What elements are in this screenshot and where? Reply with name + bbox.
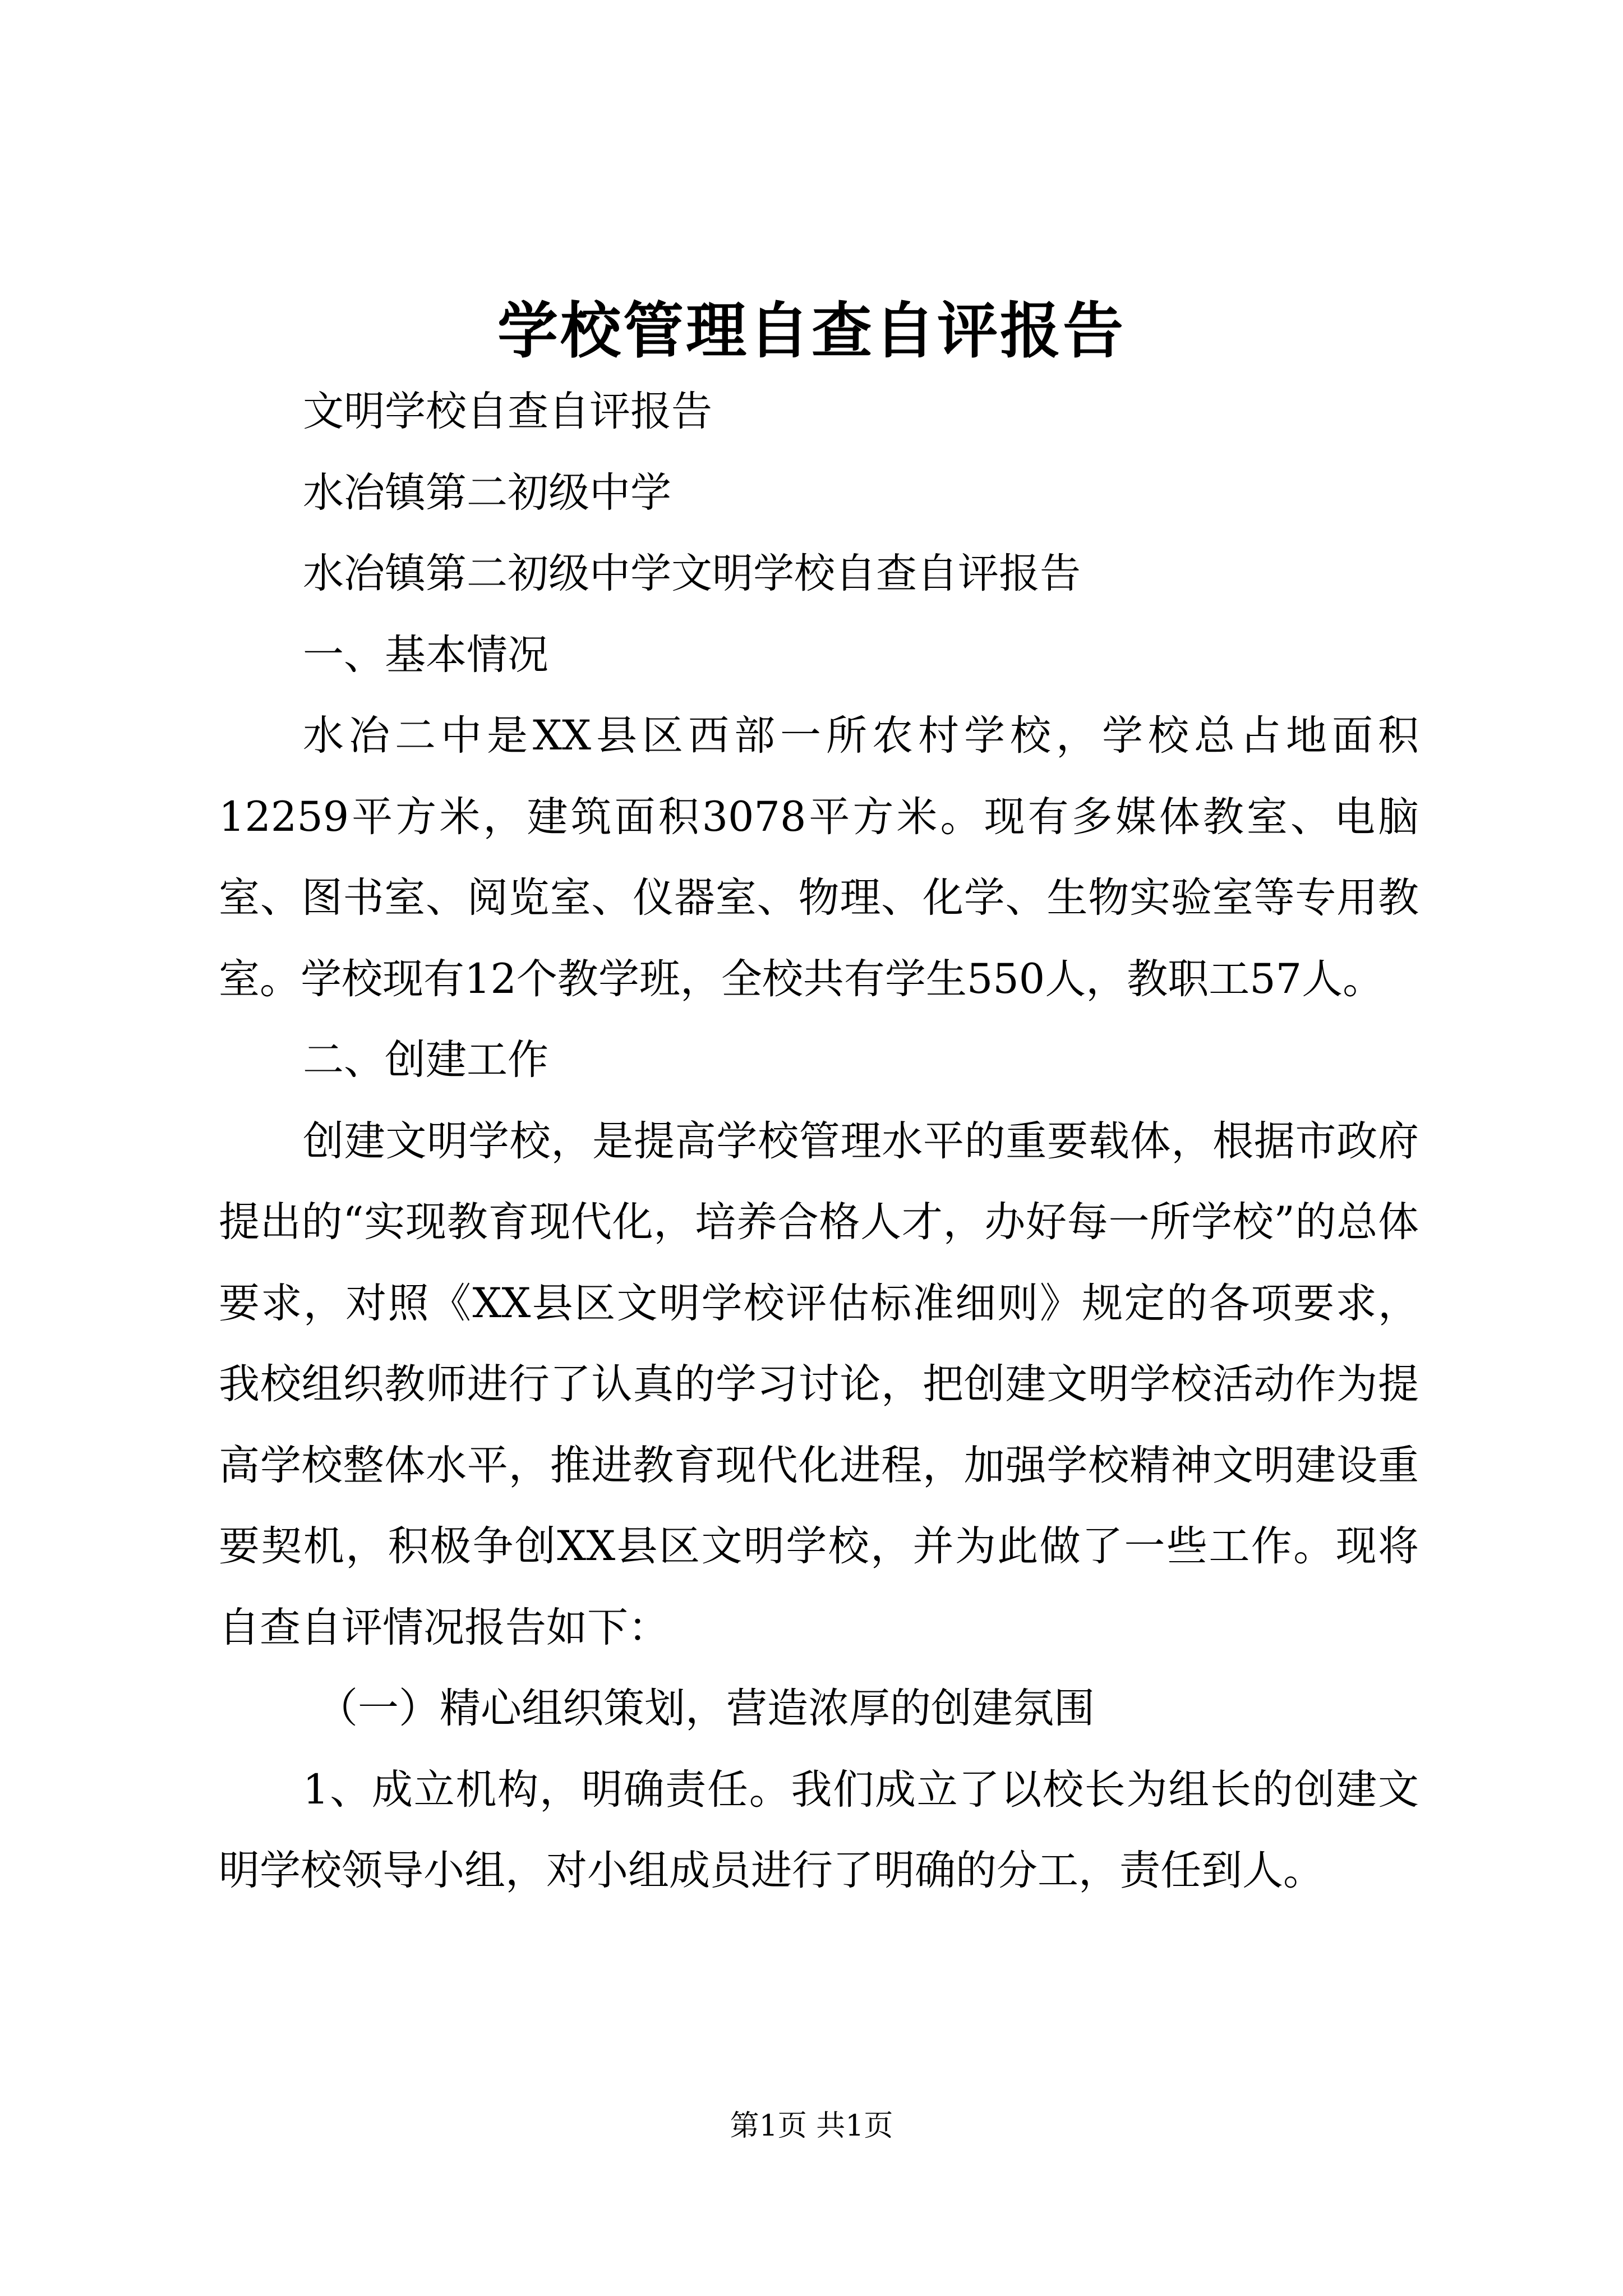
paragraph-organization: 1、成立机构，明确责任。我们成立了以校长为组长的创建文明学校领导小组，对小组成员进行了明确的分工，责任到人。 [219,1765,1419,1894]
page-number-footer: 第1页 共1页 [730,2109,893,2143]
subsection-heading-organization: （一）精心组织策划，营造浓厚的创建氛围 [317,1685,1095,1732]
section-heading-creation-work: 二、创建工作 [303,1036,548,1084]
paragraph-report-heading: 水冶镇第二初级中学文明学校自查自评报告 [303,550,1081,597]
paragraph-basic-info: 水冶二中是XX县区西部一所农村学校，学校总占地面积12259平方米，建筑面积3078平方米。现有多媒体教室、电脑室、图书室、阅览室、仪器室、物理、化学、生物实验室等专用教室。学校现有12个教学班，全校共有学生550人，教职工57人。 [219,712,1419,1003]
document-title: 学校管理自查自评报告 [497,296,1126,366]
paragraph-creation-work: 创建文明学校，是提高学校管理水平的重要载体，根据市政府提出的“实现教育现代化，培养合格人才，办好每一所学校”的总体要求，对照《XX县区文明学校评估标准细则》规定的各项要求，我校组织教师进行了认真的学习讨论，把创建文明学校活动作为提高学校整体水平，推进教育现代化进程，加强学校精神文明建设重要契机，积极争创XX县区文明学校，并为此做了一些工作。现将自查自评情况报告如下： [219,1117,1419,1651]
document-body [219,371,1419,1912]
paragraph-school-name: 水冶镇第二初级中学 [303,468,671,517]
section-heading-basic-info: 一、基本情况 [303,631,548,679]
paragraph-subtitle: 文明学校自查自评报告 [303,388,712,435]
